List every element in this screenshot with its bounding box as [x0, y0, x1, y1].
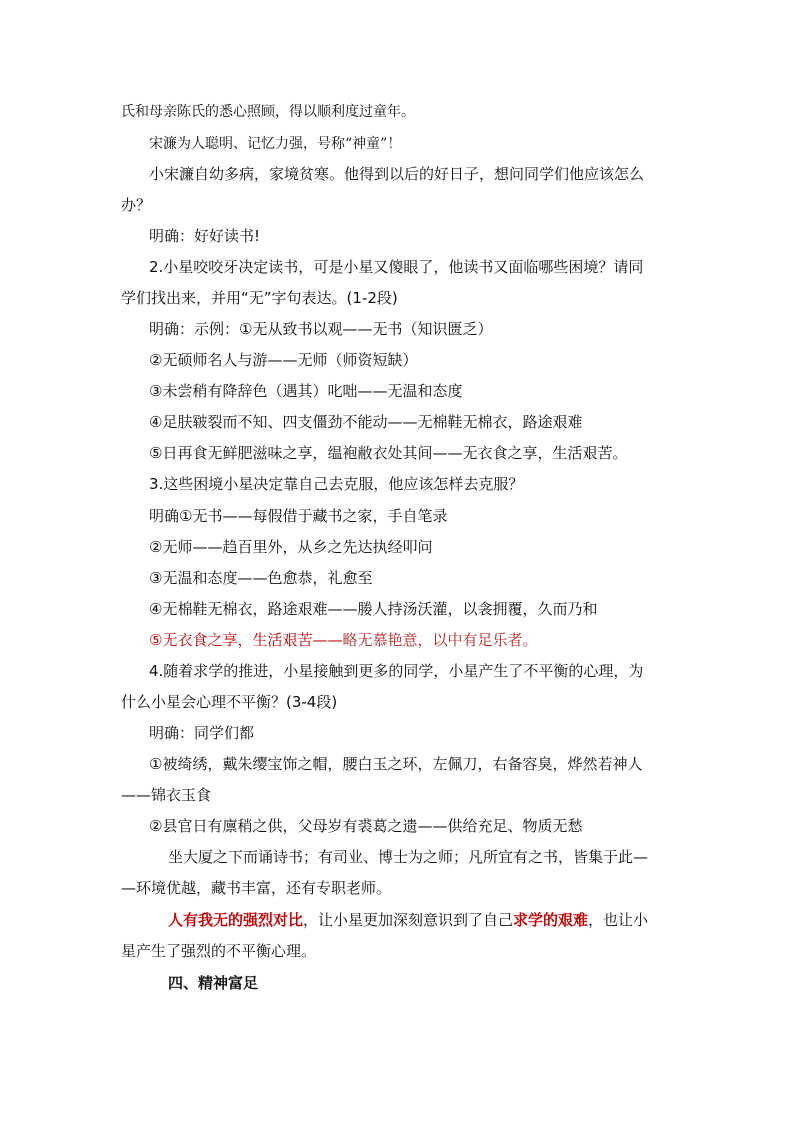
question-3-line: 3.这些困境小星决定靠自己去克服，他应该怎样去克服？ [149, 475, 524, 493]
question-4-line-2: 什么小星会心理不平衡？(3-4段) [121, 693, 338, 711]
item-5-quote-text: 略无慕艳意，以中有足乐者。 [342, 631, 538, 649]
question-4-item-1-line-2: ——锦衣玉食 [121, 786, 212, 804]
question-2-answer: 明确：示例：①无从致书以观——无书（知识匮乏） [149, 320, 493, 338]
question-1-answer: 明确：好好读书! [149, 227, 261, 245]
question-4-answer: 明确：同学们都 [149, 724, 255, 742]
question-2-item: ②无硕师名人与游——无师（师资短缺） [149, 351, 418, 369]
question-2-line-1: 2.小星咬咬牙决定读书，可是小星又傻眼了，他读书又面临哪些困境？请同 [149, 258, 644, 276]
item-5-red-text: ⑤无衣食之享，生活艰苦—— [149, 631, 343, 649]
question-2-item: ⑤日再食无鲜肥滋味之享，缊袍敝衣处其间——无衣食之享，生活艰苦。 [149, 444, 628, 462]
question-4-item-3-line-1: 坐大厦之下而诵诗书；有司业、博士为之师；凡所宜有之书，皆集于此— [168, 848, 649, 866]
question-4-item-1-line-1: ①被绮绣，戴朱缨宝饰之帽，腰白玉之环，左佩刀，右备容臭，烨然若神人 [149, 755, 643, 773]
question-1-line-2: 办？ [121, 196, 152, 214]
question-3-answer: 明确①无书——每假借于藏书之家，手自笔录 [149, 507, 448, 525]
question-3-item-5 [149, 631, 537, 649]
question-4-item-3-line-2: —环境优越，藏书丰富，还有专职老师。 [121, 879, 392, 897]
summary-line-1 [168, 911, 648, 929]
question-1-line-1: 小宋濂自幼多病，家境贫寒。他得到以后的好日子，想问同学们他应该怎么 [149, 165, 645, 183]
question-3-item: ②无师——趋百里外，从乡之先达执经叩问 [149, 538, 433, 556]
summary-highlight-contrast: 人有我无的强烈对比 [168, 911, 304, 929]
question-2-line-2: 学们找出来，并用“无”字句表达。(1-2段) [121, 289, 398, 307]
summary-line-2: 星产生了强烈的不平衡心理。 [121, 942, 317, 960]
question-3-item: ④无棉鞋无棉衣，路途艰难——媵人持汤沃灌，以衾拥覆，久而乃和 [149, 600, 598, 618]
question-2-item: ④足肤皲裂而不知、四支僵劲不能动——无棉鞋无棉衣，路途艰难 [149, 413, 583, 431]
intro-line-2: 宋濂为人聪明、记忆力强，号称“神童”！ [149, 136, 402, 152]
section-heading: 四、精神富足 [168, 974, 259, 992]
intro-line-1: 氏和母亲陈氏的悉心照顾，得以顺利度过童年。 [121, 104, 415, 120]
summary-text: ，让小星更加深刻意识到了自己 [303, 911, 514, 929]
summary-highlight-difficulty: 求学的艰难 [513, 911, 589, 929]
question-4-line-1: 4.随着求学的推进，小星接触到更多的同学，小星产生了不平衡的心理，为 [149, 662, 644, 680]
question-3-item: ③无温和态度——色愈恭，礼愈至 [149, 569, 373, 587]
question-2-item: ③未尝稍有降辞色（遇其）叱咄——无温和态度 [149, 382, 463, 400]
question-4-item-2: ②县官日有廪稍之供，父母岁有裘葛之遗——供给充足、物质无愁 [149, 817, 583, 835]
summary-text: ，也让小 [588, 911, 649, 929]
